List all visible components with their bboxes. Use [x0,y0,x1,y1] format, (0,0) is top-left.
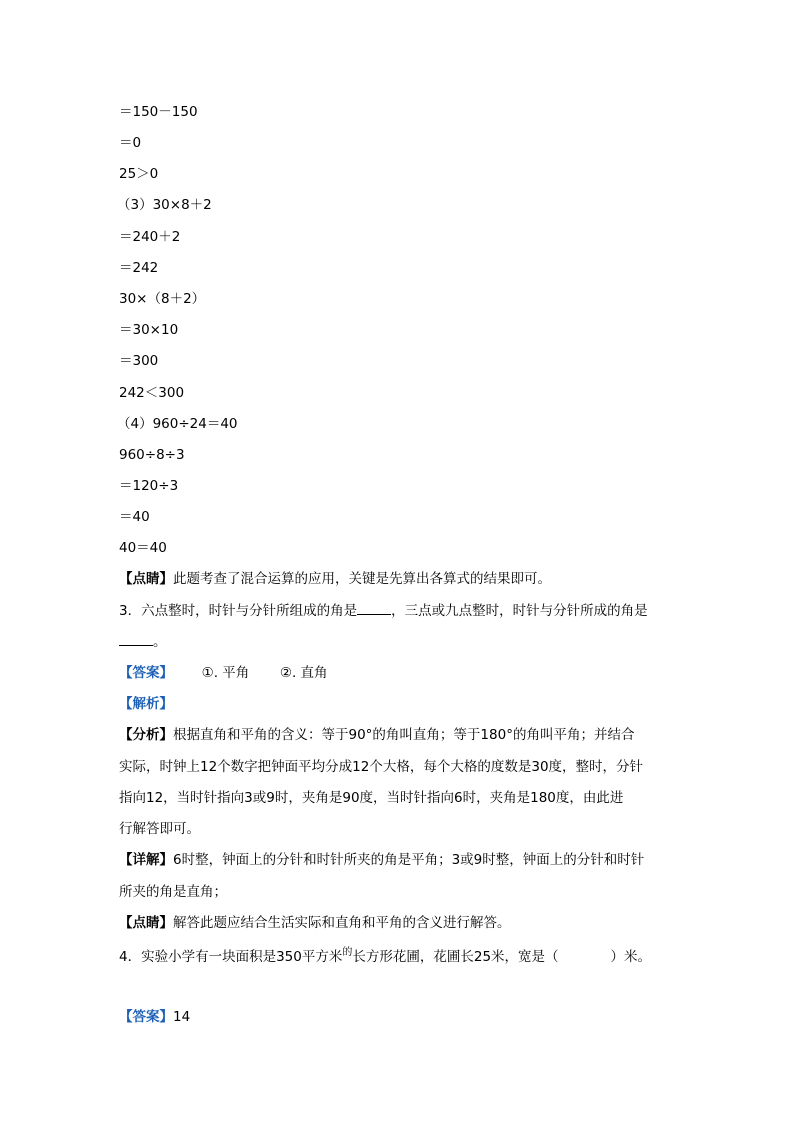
dianjing-1 [119,570,551,588]
calc-line-7: 30×（8＋2） [119,291,206,307]
calc-line-14: ＝40 [119,509,150,525]
fenxi-text-1: 根据直角和平角的含义：等于90°的角叫直角；等于180°的角叫平角；并结合 [173,727,635,743]
calc-line-15: 40＝40 [119,540,167,556]
answer-tag-4: 【答案】 [119,1009,173,1025]
calc-line-10: 242＜300 [119,385,185,401]
dianjing-tag: 【点睛】 [119,571,173,587]
xiangjie-tag: 【详解】 [119,852,173,868]
q3-fenxi-4: 行解答即可。 [119,821,200,837]
answer-tag: 【答案】 [119,665,173,681]
dianjing-text-2: 解答此题应结合生活实际和直角和平角的含义进行解答。 [173,915,511,931]
dianjing-text: 此题考查了混合运算的应用，关键是先算出各算式的结果即可。 [173,571,551,587]
dianjing-tag-2: 【点睛】 [119,915,173,931]
answer-1: ①. 平角 [201,665,250,681]
calc-line-2: ＝0 [119,135,142,151]
answer-2: ②. 直角 [279,665,328,681]
q4-text-1: 4．实验小学有一块面积是350平方米 [119,949,343,965]
q3-fenxi-1 [119,726,634,744]
q3-text-3: 。 [153,634,167,650]
calc-line-11: （4）960÷24＝40 [117,416,238,432]
calc-line-1: ＝150－150 [119,104,198,120]
calc-line-6: ＝242 [119,260,159,276]
fenxi-tag: 【分析】 [119,727,173,743]
answer-blank-1 [357,602,391,615]
q3-fenxi-2: 实际，时钟上12个数字把钟面平均分成12个大格，每个大格的度数是30度，整时，分针 [119,759,644,775]
calc-line-3: 25＞0 [119,166,159,182]
question-4 [119,948,651,968]
calc-line-4: （3）30×8＋2 [117,197,212,213]
q3-text-2: ，三点或九点整时，时针与分针所成的角是 [391,603,648,619]
q4-answer [119,1008,190,1026]
q3-dianjing [119,914,511,932]
calc-line-8: ＝30×10 [119,322,179,338]
q4-de: 的 [342,947,353,958]
calc-line-9: ＝300 [119,353,159,369]
answer-blank-2 [119,633,153,646]
q4-text-3: ）米。 [610,949,652,965]
calc-line-13: ＝120÷3 [119,478,179,494]
q3-jiexi: 【解析】 [119,696,173,712]
q3-fenxi-3: 指向12，当时针指向3或9时，夹角是90度，当时针指向6时，夹角是180度，由此进 [119,790,624,806]
q3-text-1: 3．六点整时，时针与分针所组成的角是 [119,603,358,619]
q3-xiangjie-2: 所夹的角是直角； [119,884,227,900]
calc-line-5: ＝240＋2 [119,229,181,245]
question-3-cont [119,633,167,651]
q3-xiangjie-1 [119,851,644,869]
q3-answer [119,664,328,682]
question-3 [119,602,648,620]
answer-value-4: 14 [173,1009,191,1025]
q4-text-2: 长方形花圃，花圃长25米，宽是（ [352,949,559,965]
xiangjie-text-1: 6时整，钟面上的分针和时针所夹的角是平角；3或9时整，钟面上的分针和时针 [173,852,645,868]
calc-line-12: 960÷8÷3 [119,447,185,463]
